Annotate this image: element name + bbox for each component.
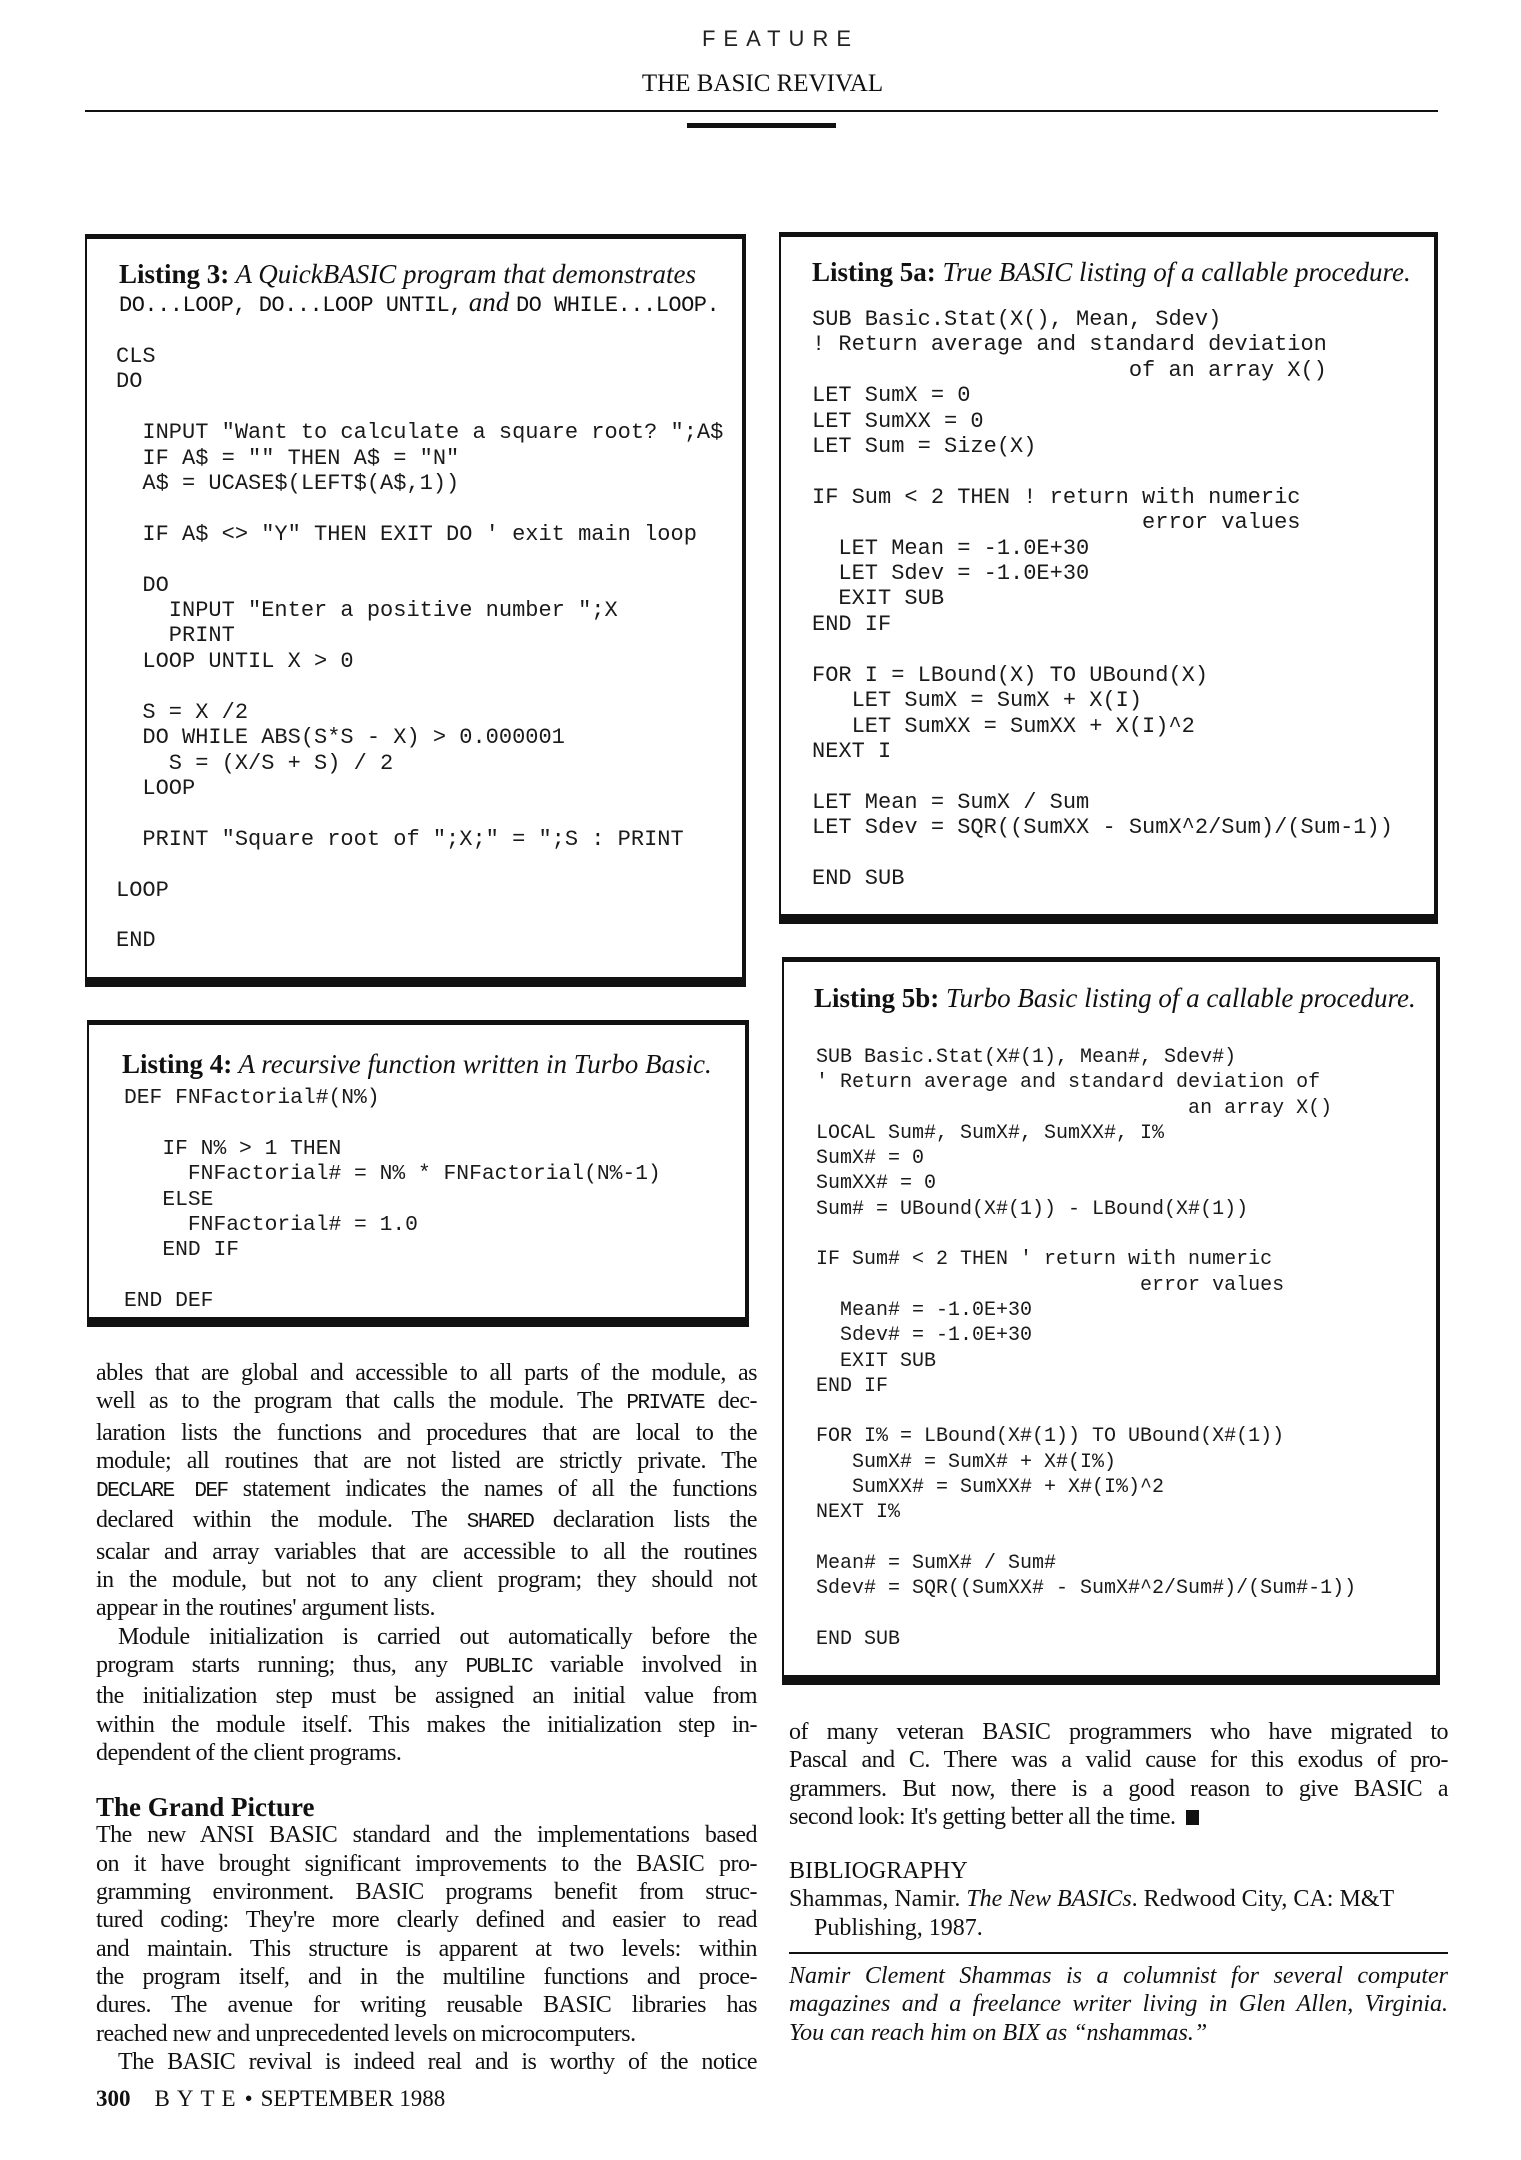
text-line <box>96 1739 757 1767</box>
citation-title: The New BASICs <box>966 1886 1132 1913</box>
text-run: within the module itself. This makes the initialization step in- <box>96 1711 757 1738</box>
text-line <box>789 1803 1448 1831</box>
body-column-right <box>789 1718 1448 2047</box>
text-run: declared within the module. The <box>96 1507 467 1534</box>
listing-4-box <box>87 1020 749 1327</box>
listing-5b-code: SUB Basic.Stat(X#(1), Mean#, Sdev#) ' Return average and standard deviation of an array X() LOCAL Sum#, SumX#, SumXX#, I% SumX# = 0 SumXX# = 0 Sum# = UBound(X#(1)) - LBound(X#(1)) IF Sum# < 2 THEN ' return with numeric error values Mean# = -1.0E+30 Sdev# = -1.0E+30 EXIT SUB END IF FOR I% = LBound(X#(1)) TO UBound(X#(1)) SumX# = SumX# + X#(I%) SumXX# = SumXX# + X#(I%)^2 NEXT I% Mean# = SumX# / Sum# Sdev# = SQR((SumXX# - SumX#^2/Sum#)/(Sum#-1)) END SUB <box>816 1046 1357 1651</box>
text-run: dec- <box>704 1388 758 1415</box>
article-running-title: THE BASIC REVIVAL <box>641 70 884 97</box>
paragraph <box>96 1821 757 2047</box>
bio-line: You can reach him on BIX as “nshammas.” <box>789 2019 1208 2046</box>
text-line <box>96 1991 757 2019</box>
caption-text: A QuickBASIC program that demonstrates <box>229 259 697 289</box>
text-run: on it have brought significant improvements to the BASIC pro- <box>96 1850 757 1877</box>
listing-5b-box <box>782 957 1440 1685</box>
text-line <box>789 1746 1448 1774</box>
text-line <box>789 1718 1448 1746</box>
text-line <box>96 1711 757 1739</box>
listing-4-code: DEF FNFactorial#(N%) IF N% > 1 THEN FNFactorial# = N% * FNFactorial(N%-1) ELSE FNFactorial# = 1.0 END IF END DEF <box>124 1086 661 1314</box>
listing-label: Listing 5b: <box>814 983 940 1013</box>
text-line <box>96 1566 757 1594</box>
text-line <box>789 1775 1448 1803</box>
text-run: in the module, but not to any client program; they should not <box>96 1567 757 1594</box>
listing-5a-caption <box>812 258 1411 286</box>
text-run: statement indicates the names of all the functions <box>227 1476 758 1503</box>
listing-5a-code: SUB Basic.Stat(X(), Mean, Sdev) ! Return average and standard deviation of an array X() LET SumX = 0 LET SumXX = 0 LET Sum = Size(X) IF Sum < 2 THEN ! return with numeric error values LET Mean = -1.0E+30 LET Sdev = -1.0E+30 EXIT SUB END IF FOR I = LBound(X) TO UBound(X) LET SumX = SumX + X(I) LET SumXX = SumXX + X(I)^2 NEXT I LET Mean = SumX / Sum LET Sdev = SQR((SumXX - SumX^2/Sum)/(Sum-1)) END SUB <box>812 307 1393 891</box>
text-run: declaration lists the <box>533 1507 758 1534</box>
text-line <box>96 1447 757 1475</box>
caption-text: A recursive function written in Turbo Basic. <box>232 1049 712 1079</box>
text-run: the initialization step must be assigned an initial value from <box>96 1683 757 1710</box>
listing-3-box <box>85 234 746 987</box>
listing-3-caption <box>119 260 719 320</box>
text-line <box>96 1419 757 1447</box>
text-run: The BASIC revival is indeed real and is worthy of the notice <box>118 2048 757 2075</box>
text-line <box>96 1651 757 1682</box>
text-line <box>96 2048 757 2076</box>
text-run: of many veteran BASIC programmers who have migrated to <box>789 1719 1448 1745</box>
text-line <box>96 1538 757 1566</box>
paragraph <box>96 2048 757 2076</box>
text-run: and maintain. This structure is apparent at two levels: within <box>96 1935 757 1962</box>
text-line <box>96 2020 757 2048</box>
listing-5a-box <box>779 232 1438 924</box>
header-rule <box>85 110 1438 112</box>
text-run: ables that are global and accessible to all parts of the module, as <box>96 1360 757 1386</box>
text-run: second look: It's getting better all the time. <box>789 1803 1176 1830</box>
text-line <box>96 1935 757 1963</box>
text-run: program starts running; thus, any <box>96 1651 466 1678</box>
author-bio <box>789 1962 1448 2047</box>
section-heading: The Grand Picture <box>96 1792 315 1823</box>
text-run: Module initialization is carried out automatically before the <box>118 1623 757 1650</box>
inline-code: PRIVATE <box>626 1392 705 1416</box>
caption-text: Turbo Basic listing of a callable procedure. <box>939 983 1416 1013</box>
text-line <box>96 1475 757 1506</box>
text-run: the program itself, and in the multiline functions and proce- <box>96 1963 757 1990</box>
text-line <box>96 1963 757 1991</box>
text-run: reached new and unprecedented levels on microcomputers. <box>96 2020 636 2047</box>
issue-date: SEPTEMBER 1988 <box>260 2086 446 2111</box>
text-line <box>96 1682 757 1710</box>
caption-code: DO...LOOP, DO...LOOP UNTIL, <box>119 293 462 318</box>
text-run: module; all routines that are not listed are strictly private. The <box>96 1447 757 1474</box>
body-paragraphs <box>789 1718 1448 1831</box>
text-line <box>96 1594 757 1622</box>
caption-code: DO WHILE...LOOP. <box>515 293 720 318</box>
text-run: scalar and array variables that are accessible to all the routines <box>96 1538 757 1565</box>
text-line <box>96 1878 757 1906</box>
text-run: grammers. But now, there is a good reason to give BASIC a <box>789 1775 1448 1802</box>
footer-separator: • <box>244 2086 253 2111</box>
text-line <box>96 1387 757 1418</box>
text-run: appear in the routines' argument lists. <box>96 1595 435 1622</box>
body-paragraphs <box>96 1359 757 1767</box>
text-run: dependent of the client programs. <box>96 1739 402 1766</box>
listing-label: Listing 3: <box>119 259 230 289</box>
text-line <box>96 1821 757 1849</box>
bio-line: Namir Clement Shammas is a columnist for several computer <box>789 1963 1448 1990</box>
citation-publisher: . Redwood City, CA: M&T <box>1131 1886 1395 1913</box>
text-run: laration lists the functions and procedures that are local to the <box>96 1419 757 1446</box>
paragraph <box>96 1623 757 1767</box>
listing-label: Listing 4: <box>122 1049 233 1079</box>
page-footer <box>96 2086 445 2112</box>
caption-text: and <box>461 287 516 317</box>
body-column-left <box>96 1359 757 2076</box>
listing-label: Listing 5a: <box>812 257 936 287</box>
text-line <box>96 1506 757 1537</box>
magazine-name: BYTE <box>154 2086 243 2111</box>
text-run: well as to the program that calls the module. The <box>96 1388 627 1415</box>
text-line <box>96 1906 757 1934</box>
text-run: The new ANSI BASIC standard and the implementations based <box>96 1822 757 1849</box>
text-run: gramming environment. BASIC programs benefit from struc- <box>96 1879 757 1906</box>
text-line <box>96 1850 757 1878</box>
citation-author: Shammas, Namir. <box>789 1886 967 1913</box>
text-run: tured coding: They're more clearly defined and easier to read <box>96 1907 757 1934</box>
inline-code: PUBLIC <box>465 1655 533 1679</box>
bio-line: magazines and a freelance writer living in Glen Allen, Virginia. <box>789 1991 1448 2018</box>
text-line <box>96 1359 757 1387</box>
body-paragraphs <box>96 1821 757 2076</box>
text-run: Pascal and C. There was a valid cause for this exodus of pro- <box>789 1747 1448 1774</box>
listing-5b-caption <box>814 984 1416 1012</box>
citation-year: Publishing, 1987. <box>814 1914 983 1941</box>
paragraph <box>96 1359 757 1623</box>
end-mark-icon <box>1186 1810 1199 1825</box>
text-run: dures. The avenue for writing reusable BASIC libraries has <box>96 1992 757 2019</box>
section-label: FEATURE <box>701 26 860 51</box>
text-line <box>96 1623 757 1651</box>
caption-text: True BASIC listing of a callable procedure. <box>935 257 1411 287</box>
bibliography-heading: BIBLIOGRAPHY <box>789 1858 968 1885</box>
listing-4-caption <box>122 1050 712 1078</box>
inline-code: SHARED <box>466 1511 534 1535</box>
page-number: 300 <box>96 2086 131 2111</box>
text-run: variable involved in <box>532 1651 757 1678</box>
bio-rule <box>789 1952 1448 1954</box>
listing-3-code: CLS DO INPUT "Want to calculate a square root? ";A$ IF A$ = "" THEN A$ = "N" A$ = UCASE$(LEFT$(A$,1)) IF A$ <> "Y" THEN EXIT DO ' exit main loop DO INPUT "Enter a positive number ";X PRINT LOOP UNTIL X > 0 S = X /2 DO WHILE ABS(S*S - X) > 0.000001 S = (X/S + S) / 2 LOOP PRINT "Square root of ";X;" = ";S : PRINT LOOP END <box>116 344 724 954</box>
inline-code: DECLARE DEF <box>96 1480 228 1504</box>
header-bar <box>687 123 836 128</box>
paragraph <box>789 1718 1448 1831</box>
bibliography-entry <box>789 1885 1448 1942</box>
